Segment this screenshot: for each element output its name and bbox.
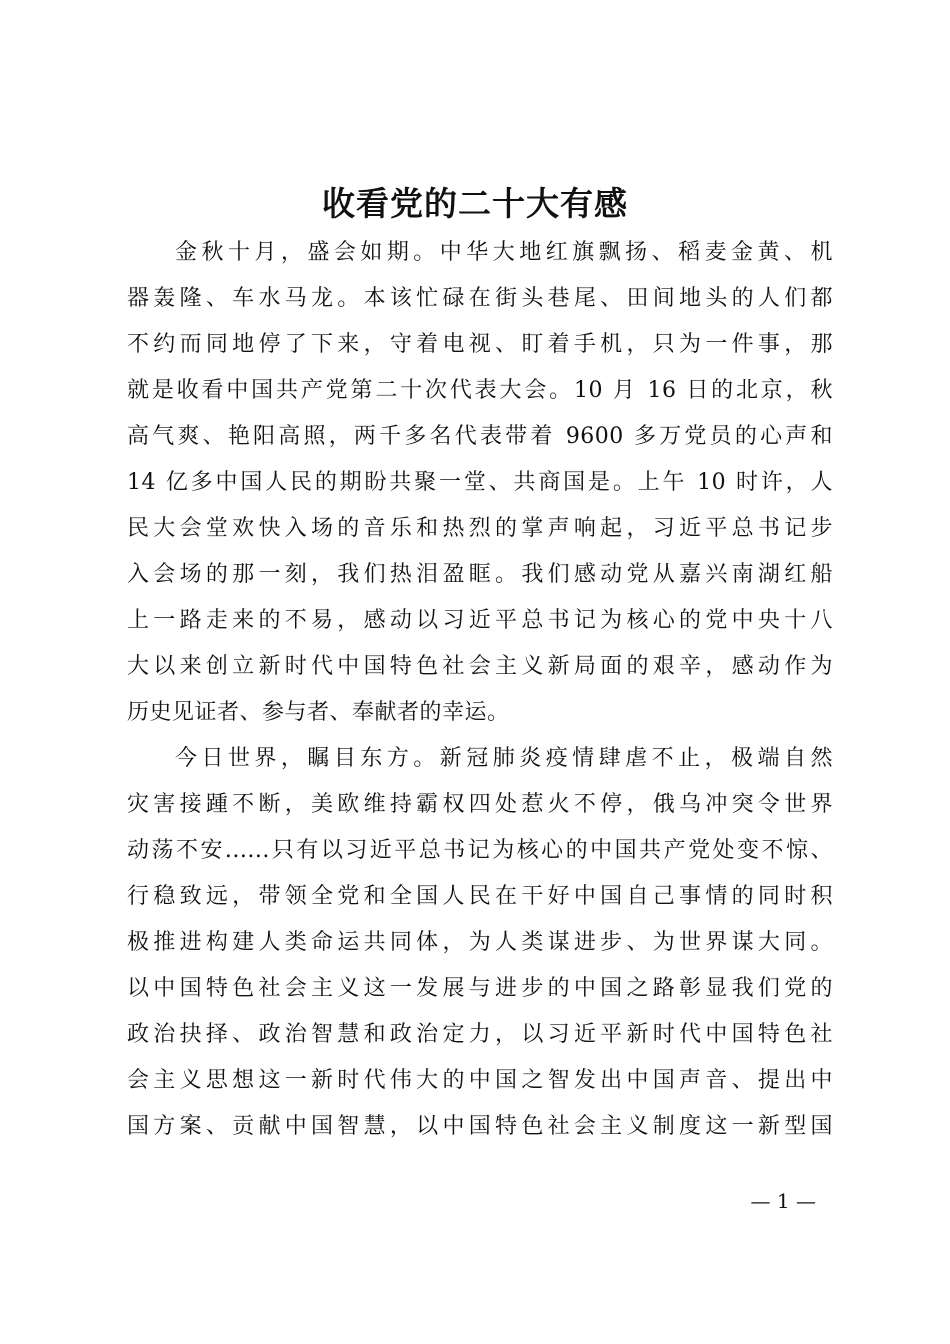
text-line: 14 亿多中国人民的期盼共聚一堂、共商国是。上午 10 时许，人 (127, 470, 833, 495)
text-line: 入会场的那一刻，我们热泪盈眶。我们感动党从嘉兴南湖红船 (127, 562, 833, 587)
text-line: 大以来创立新时代中国特色社会主义新局面的艰辛，感动作为 (127, 654, 833, 679)
text-line: 以中国特色社会主义这一发展与进步的中国之路彰显我们党的 (127, 976, 833, 1001)
paragraph-1 (127, 230, 833, 736)
text-line: 国方案、贡献中国智慧，以中国特色社会主义制度这一新型国 (127, 1114, 833, 1139)
text-line: 行稳致远，带领全党和全国人民在干好中国自己事情的同时积 (127, 884, 833, 909)
text-line: 极推进构建人类命运共同体，为人类谋进步、为世界谋大同。 (127, 930, 833, 955)
document-title: 收看党的二十大有感 (322, 184, 628, 223)
text-line: 就是收看中国共产党第二十次代表大会。10 月 16 日的北京，秋 (127, 378, 833, 403)
text-line: 上一路走来的不易，感动以习近平总书记为核心的党中央十八 (127, 608, 833, 633)
text-line: 会主义思想这一新时代伟大的中国之智发出中国声音、提出中 (127, 1068, 833, 1093)
text-line: 今日世界，瞩目东方。新冠肺炎疫情肆虐不止，极端自然 (175, 746, 833, 771)
document-body (127, 230, 833, 1150)
text-line: 历史见证者、参与者、奉献者的幸运。 (127, 700, 510, 725)
text-line: 高气爽、艳阳高照，两千多名代表带着 9600 多万党员的心声和 (127, 424, 833, 449)
text-line: 动荡不安......只有以习近平总书记为核心的中国共产党处变不惊、 (127, 838, 833, 863)
text-line: 不约而同地停了下来，守着电视、盯着手机，只为一件事，那 (127, 332, 833, 357)
text-line: 金秋十月，盛会如期。中华大地红旗飘扬、稻麦金黄、机 (175, 240, 833, 265)
text-line: 政治抉择、政治智慧和政治定力，以习近平新时代中国特色社 (127, 1022, 833, 1047)
text-line: 器轰隆、车水马龙。本该忙碌在街头巷尾、田间地头的人们都 (127, 286, 833, 311)
paragraph-2 (127, 736, 833, 1150)
text-line: 民大会堂欢快入场的音乐和热烈的掌声响起，习近平总书记步 (127, 516, 833, 541)
text-line: 灾害接踵不断，美欧维持霸权四处惹火不停，俄乌冲突令世界 (127, 792, 833, 817)
page-number: — 1 — (750, 1189, 816, 1213)
